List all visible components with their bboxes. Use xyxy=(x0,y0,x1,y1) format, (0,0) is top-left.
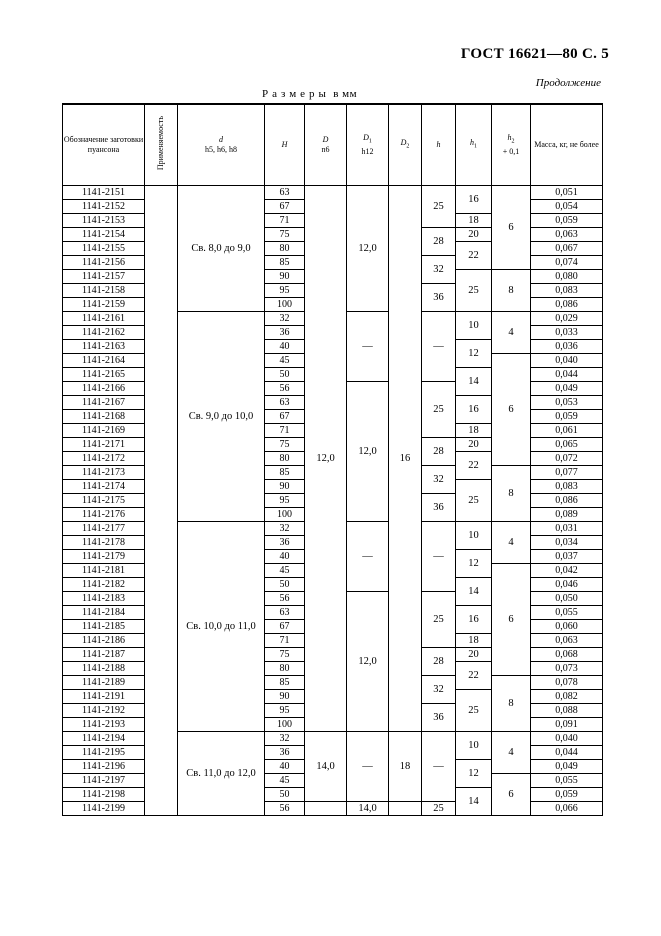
h1-value-cell: 25 xyxy=(456,480,492,522)
mass-cell: 0,059 xyxy=(531,410,603,424)
mass-cell: 0,086 xyxy=(531,298,603,312)
h-value-cell: 25 xyxy=(422,592,456,648)
h2-value-cell: 6 xyxy=(492,354,531,466)
designation-cell: 1141-2167 xyxy=(63,396,145,410)
applicability-cell xyxy=(145,340,178,354)
applicability-cell xyxy=(145,536,178,550)
h-value-cell: 32 xyxy=(422,676,456,704)
table-header-row xyxy=(63,104,603,186)
designation-cell: 1141-2163 xyxy=(63,340,145,354)
designation-cell: 1141-2162 xyxy=(63,326,145,340)
applicability-cell xyxy=(145,438,178,452)
h1-value-cell: 25 xyxy=(456,270,492,312)
applicability-cell xyxy=(145,704,178,718)
h2-value-cell: 8 xyxy=(492,466,531,522)
h-value-cell: 25 xyxy=(422,802,456,816)
applicability-cell xyxy=(145,298,178,312)
h1-value-cell: 16 xyxy=(456,606,492,634)
designation-cell: 1141-2179 xyxy=(63,550,145,564)
diameter-range-cell: Св. 10,0 до 11,0 xyxy=(178,522,265,732)
designation-cell: 1141-2166 xyxy=(63,382,145,396)
height-cell: 36 xyxy=(265,746,305,760)
height-cell: 56 xyxy=(265,382,305,396)
applicability-cell xyxy=(145,228,178,242)
applicability-cell xyxy=(145,354,178,368)
mass-cell: 0,088 xyxy=(531,704,603,718)
col-H-symbol: H xyxy=(281,140,288,149)
h1-value-cell: 12 xyxy=(456,340,492,368)
applicability-cell xyxy=(145,578,178,592)
col-D xyxy=(305,104,347,186)
h-value-cell: — xyxy=(422,732,456,802)
designation-cell: 1141-2185 xyxy=(63,620,145,634)
mass-cell: 0,074 xyxy=(531,256,603,270)
h2-value-cell: 6 xyxy=(492,564,531,676)
h-value-cell: 28 xyxy=(422,438,456,466)
designation-cell: 1141-2164 xyxy=(63,354,145,368)
designation-cell: 1141-2186 xyxy=(63,634,145,648)
height-cell: 85 xyxy=(265,256,305,270)
D2-value-cell xyxy=(389,802,422,816)
mass-cell: 0,072 xyxy=(531,452,603,466)
mass-cell: 0,073 xyxy=(531,662,603,676)
mass-cell: 0,049 xyxy=(531,760,603,774)
h1-value-cell: 16 xyxy=(456,396,492,424)
designation-cell: 1141-2189 xyxy=(63,676,145,690)
applicability-cell xyxy=(145,326,178,340)
col-h2-sub: 2 xyxy=(511,138,515,145)
height-cell: 95 xyxy=(265,284,305,298)
designation-cell: 1141-2168 xyxy=(63,410,145,424)
designation-cell: 1141-2165 xyxy=(63,368,145,382)
h1-value-cell: 18 xyxy=(456,634,492,648)
designation-cell: 1141-2177 xyxy=(63,522,145,536)
designation-cell: 1141-2161 xyxy=(63,312,145,326)
h-value-cell: 25 xyxy=(422,186,456,228)
mass-cell: 0,091 xyxy=(531,718,603,732)
mass-cell: 0,061 xyxy=(531,424,603,438)
h1-value-cell: 10 xyxy=(456,732,492,760)
mass-cell: 0,083 xyxy=(531,284,603,298)
h-value-cell: 28 xyxy=(422,228,456,256)
h2-value-cell: 4 xyxy=(492,732,531,774)
h1-value-cell: 18 xyxy=(456,214,492,228)
height-cell: 50 xyxy=(265,578,305,592)
mass-cell: 0,080 xyxy=(531,270,603,284)
applicability-cell xyxy=(145,382,178,396)
h1-value-cell: 20 xyxy=(456,648,492,662)
height-cell: 90 xyxy=(265,690,305,704)
mass-cell: 0,040 xyxy=(531,354,603,368)
h2-value-cell: 4 xyxy=(492,312,531,354)
h1-value-cell: 10 xyxy=(456,522,492,550)
applicability-cell xyxy=(145,662,178,676)
h1-value-cell: 12 xyxy=(456,760,492,788)
col-d-symbol: d xyxy=(219,135,223,144)
col-h xyxy=(422,104,456,186)
height-cell: 50 xyxy=(265,788,305,802)
h1-value-cell: 22 xyxy=(456,242,492,270)
mass-cell: 0,086 xyxy=(531,494,603,508)
designation-cell: 1141-2192 xyxy=(63,704,145,718)
col-D1-tolerance: h12 xyxy=(361,146,374,156)
mass-cell: 0,089 xyxy=(531,508,603,522)
h2-value-cell: 4 xyxy=(492,522,531,564)
applicability-cell xyxy=(145,242,178,256)
height-cell: 100 xyxy=(265,298,305,312)
designation-cell: 1141-2175 xyxy=(63,494,145,508)
mass-cell: 0,083 xyxy=(531,480,603,494)
D1-value-cell: 12,0 xyxy=(347,186,389,312)
mass-cell: 0,077 xyxy=(531,466,603,480)
designation-cell: 1141-2152 xyxy=(63,200,145,214)
designation-cell: 1141-2157 xyxy=(63,270,145,284)
h1-value-cell: 14 xyxy=(456,788,492,816)
height-cell: 32 xyxy=(265,522,305,536)
h-value-cell: 36 xyxy=(422,494,456,522)
height-cell: 40 xyxy=(265,340,305,354)
mass-cell: 0,078 xyxy=(531,676,603,690)
height-cell: 63 xyxy=(265,396,305,410)
col-h2-tolerance: + 0,1 xyxy=(502,146,520,156)
height-cell: 80 xyxy=(265,662,305,676)
continuation-label: Продолжение xyxy=(535,77,601,89)
applicability-cell xyxy=(145,620,178,634)
col-D1-sub: 1 xyxy=(368,138,372,145)
height-cell: 75 xyxy=(265,438,305,452)
applicability-cell xyxy=(145,396,178,410)
designation-cell: 1141-2171 xyxy=(63,438,145,452)
col-mass: Масса, кг, не более xyxy=(531,104,603,186)
height-cell: 95 xyxy=(265,704,305,718)
applicability-cell xyxy=(145,788,178,802)
applicability-cell xyxy=(145,480,178,494)
designation-cell: 1141-2172 xyxy=(63,452,145,466)
height-cell: 71 xyxy=(265,634,305,648)
applicability-cell xyxy=(145,200,178,214)
D1-value-cell: — xyxy=(347,312,389,382)
mass-cell: 0,068 xyxy=(531,648,603,662)
h-value-cell: 32 xyxy=(422,256,456,284)
punch-blank-table xyxy=(62,103,603,816)
col-h2 xyxy=(492,104,531,186)
col-D1-symbol: D xyxy=(363,133,369,143)
mass-cell: 0,046 xyxy=(531,578,603,592)
col-d-tolerance: h5, h6, h8 xyxy=(205,145,237,154)
mass-cell: 0,036 xyxy=(531,340,603,354)
height-cell: 40 xyxy=(265,550,305,564)
height-cell: 56 xyxy=(265,802,305,816)
mass-cell: 0,034 xyxy=(531,536,603,550)
diameter-range-cell: Св. 11,0 до 12,0 xyxy=(178,732,265,816)
designation-cell: 1141-2194 xyxy=(63,732,145,746)
col-designation: Обозначение заготовки пуансона xyxy=(63,104,145,186)
mass-cell: 0,051 xyxy=(531,186,603,200)
height-cell: 40 xyxy=(265,760,305,774)
col-H xyxy=(265,104,305,186)
h2-value-cell: 8 xyxy=(492,676,531,732)
designation-cell: 1141-2191 xyxy=(63,690,145,704)
mass-cell: 0,044 xyxy=(531,368,603,382)
dimensions-caption xyxy=(262,88,357,100)
applicability-cell xyxy=(145,718,178,732)
diameter-range-cell: Св. 8,0 до 9,0 xyxy=(178,186,265,312)
h-value-cell: 28 xyxy=(422,648,456,676)
height-cell: 80 xyxy=(265,452,305,466)
table-body xyxy=(63,186,603,816)
height-cell: 45 xyxy=(265,564,305,578)
designation-cell: 1141-2195 xyxy=(63,746,145,760)
D1-value-cell: — xyxy=(347,732,389,802)
height-cell: 100 xyxy=(265,508,305,522)
height-cell: 85 xyxy=(265,676,305,690)
height-cell: 75 xyxy=(265,228,305,242)
height-cell: 63 xyxy=(265,606,305,620)
dimensions-prefix: Размеры xyxy=(262,88,330,100)
mass-cell: 0,031 xyxy=(531,522,603,536)
height-cell: 32 xyxy=(265,732,305,746)
applicability-cell xyxy=(145,508,178,522)
mass-cell: 0,065 xyxy=(531,438,603,452)
applicability-cell xyxy=(145,214,178,228)
height-cell: 75 xyxy=(265,648,305,662)
applicability-cell xyxy=(145,550,178,564)
height-cell: 45 xyxy=(265,774,305,788)
applicability-cell xyxy=(145,284,178,298)
h2-value-cell: 8 xyxy=(492,270,531,312)
h-value-cell: — xyxy=(422,312,456,382)
applicability-cell xyxy=(145,564,178,578)
mass-cell: 0,049 xyxy=(531,382,603,396)
h-value-cell: 32 xyxy=(422,466,456,494)
height-cell: 71 xyxy=(265,424,305,438)
height-cell: 90 xyxy=(265,480,305,494)
applicability-cell xyxy=(145,466,178,480)
h1-value-cell: 12 xyxy=(456,550,492,578)
designation-cell: 1141-2176 xyxy=(63,508,145,522)
applicability-cell xyxy=(145,676,178,690)
col-h1-symbol: h xyxy=(470,138,474,148)
h2-value-cell: 6 xyxy=(492,774,531,816)
mass-cell: 0,037 xyxy=(531,550,603,564)
applicability-cell xyxy=(145,648,178,662)
col-h-symbol: h xyxy=(436,140,441,149)
applicability-cell xyxy=(145,746,178,760)
height-cell: 95 xyxy=(265,494,305,508)
h-value-cell: 25 xyxy=(422,382,456,438)
designation-cell: 1141-2159 xyxy=(63,298,145,312)
applicability-cell xyxy=(145,760,178,774)
designation-cell: 1141-2173 xyxy=(63,466,145,480)
designation-cell: 1141-2193 xyxy=(63,718,145,732)
designation-cell: 1141-2181 xyxy=(63,564,145,578)
mass-cell: 0,082 xyxy=(531,690,603,704)
mass-cell: 0,055 xyxy=(531,774,603,788)
h1-value-cell: 10 xyxy=(456,312,492,340)
height-cell: 67 xyxy=(265,200,305,214)
mass-cell: 0,059 xyxy=(531,788,603,802)
applicability-cell xyxy=(145,802,178,816)
designation-cell: 1141-2151 xyxy=(63,186,145,200)
col-h2-symbol: h xyxy=(507,133,512,143)
applicability-cell xyxy=(145,186,178,200)
col-D2 xyxy=(389,104,422,186)
applicability-cell xyxy=(145,592,178,606)
height-cell: 50 xyxy=(265,368,305,382)
col-D-symbol: D xyxy=(322,135,329,144)
designation-cell: 1141-2154 xyxy=(63,228,145,242)
height-cell: 67 xyxy=(265,410,305,424)
mass-cell: 0,029 xyxy=(531,312,603,326)
h1-value-cell: 18 xyxy=(456,424,492,438)
designation-cell: 1141-2156 xyxy=(63,256,145,270)
mass-cell: 0,054 xyxy=(531,200,603,214)
mass-cell: 0,053 xyxy=(531,396,603,410)
applicability-cell xyxy=(145,634,178,648)
D2-value-cell: 18 xyxy=(389,732,422,802)
height-cell: 36 xyxy=(265,536,305,550)
col-D2-sub: 2 xyxy=(406,143,410,150)
D-value-cell: 12,0 xyxy=(305,186,347,732)
col-D-tolerance: n6 xyxy=(321,145,330,154)
designation-cell: 1141-2169 xyxy=(63,424,145,438)
applicability-cell xyxy=(145,424,178,438)
applicability-cell xyxy=(145,606,178,620)
designation-cell: 1141-2178 xyxy=(63,536,145,550)
table-row xyxy=(63,186,603,200)
applicability-cell xyxy=(145,410,178,424)
applicability-cell xyxy=(145,256,178,270)
mass-cell: 0,059 xyxy=(531,214,603,228)
designation-cell: 1141-2158 xyxy=(63,284,145,298)
h2-value-cell: 6 xyxy=(492,186,531,270)
height-cell: 56 xyxy=(265,592,305,606)
applicability-cell xyxy=(145,774,178,788)
col-h1 xyxy=(456,104,492,186)
applicability-cell xyxy=(145,494,178,508)
applicability-cell xyxy=(145,522,178,536)
height-cell: 67 xyxy=(265,620,305,634)
D-value-cell xyxy=(305,802,347,816)
D2-value-cell: 16 xyxy=(389,186,422,732)
h1-value-cell: 14 xyxy=(456,578,492,606)
designation-cell: 1141-2184 xyxy=(63,606,145,620)
col-D2-symbol: D xyxy=(400,138,407,148)
height-cell: 63 xyxy=(265,186,305,200)
applicability-cell xyxy=(145,690,178,704)
table-row xyxy=(63,732,603,746)
mass-cell: 0,066 xyxy=(531,802,603,816)
mass-cell: 0,040 xyxy=(531,732,603,746)
diameter-range-cell: Св. 9,0 до 10,0 xyxy=(178,312,265,522)
col-applicability-label: Применяемость xyxy=(156,116,165,171)
applicability-cell xyxy=(145,732,178,746)
designation-cell: 1141-2199 xyxy=(63,802,145,816)
designation-cell: 1141-2197 xyxy=(63,774,145,788)
designation-cell: 1141-2155 xyxy=(63,242,145,256)
designation-cell: 1141-2153 xyxy=(63,214,145,228)
height-cell: 36 xyxy=(265,326,305,340)
designation-cell: 1141-2196 xyxy=(63,760,145,774)
h-value-cell: — xyxy=(422,522,456,592)
h-value-cell: 36 xyxy=(422,704,456,732)
h1-value-cell: 25 xyxy=(456,690,492,732)
h1-value-cell: 16 xyxy=(456,186,492,214)
height-cell: 32 xyxy=(265,312,305,326)
h1-value-cell: 22 xyxy=(456,662,492,690)
h1-value-cell: 20 xyxy=(456,228,492,242)
col-applicability xyxy=(145,104,178,186)
h1-value-cell: 22 xyxy=(456,452,492,480)
mass-cell: 0,044 xyxy=(531,746,603,760)
mass-cell: 0,055 xyxy=(531,606,603,620)
height-cell: 80 xyxy=(265,242,305,256)
height-cell: 85 xyxy=(265,466,305,480)
mass-cell: 0,063 xyxy=(531,228,603,242)
height-cell: 90 xyxy=(265,270,305,284)
D1-value-cell: — xyxy=(347,522,389,592)
designation-cell: 1141-2182 xyxy=(63,578,145,592)
applicability-cell xyxy=(145,312,178,326)
height-cell: 100 xyxy=(265,718,305,732)
h1-value-cell: 20 xyxy=(456,438,492,452)
designation-cell: 1141-2188 xyxy=(63,662,145,676)
dimensions-unit: в мм xyxy=(333,88,358,100)
h1-value-cell: 14 xyxy=(456,368,492,396)
col-D1 xyxy=(347,104,389,186)
height-cell: 71 xyxy=(265,214,305,228)
mass-cell: 0,067 xyxy=(531,242,603,256)
col-d xyxy=(178,104,265,186)
designation-cell: 1141-2174 xyxy=(63,480,145,494)
designation-cell: 1141-2187 xyxy=(63,648,145,662)
D1-value-cell: 12,0 xyxy=(347,382,389,522)
applicability-cell xyxy=(145,452,178,466)
page-header: ГОСТ 16621—80 С. 5 xyxy=(460,46,609,62)
mass-cell: 0,063 xyxy=(531,634,603,648)
mass-cell: 0,042 xyxy=(531,564,603,578)
D-value-cell: 14,0 xyxy=(305,732,347,802)
applicability-cell xyxy=(145,270,178,284)
mass-cell: 0,060 xyxy=(531,620,603,634)
designation-cell: 1141-2198 xyxy=(63,788,145,802)
mass-cell: 0,033 xyxy=(531,326,603,340)
D1-value-cell: 12,0 xyxy=(347,592,389,732)
mass-cell: 0,050 xyxy=(531,592,603,606)
h-value-cell: 36 xyxy=(422,284,456,312)
D1-value-cell: 14,0 xyxy=(347,802,389,816)
height-cell: 45 xyxy=(265,354,305,368)
col-h1-sub: 1 xyxy=(474,143,477,150)
designation-cell: 1141-2183 xyxy=(63,592,145,606)
applicability-cell xyxy=(145,368,178,382)
